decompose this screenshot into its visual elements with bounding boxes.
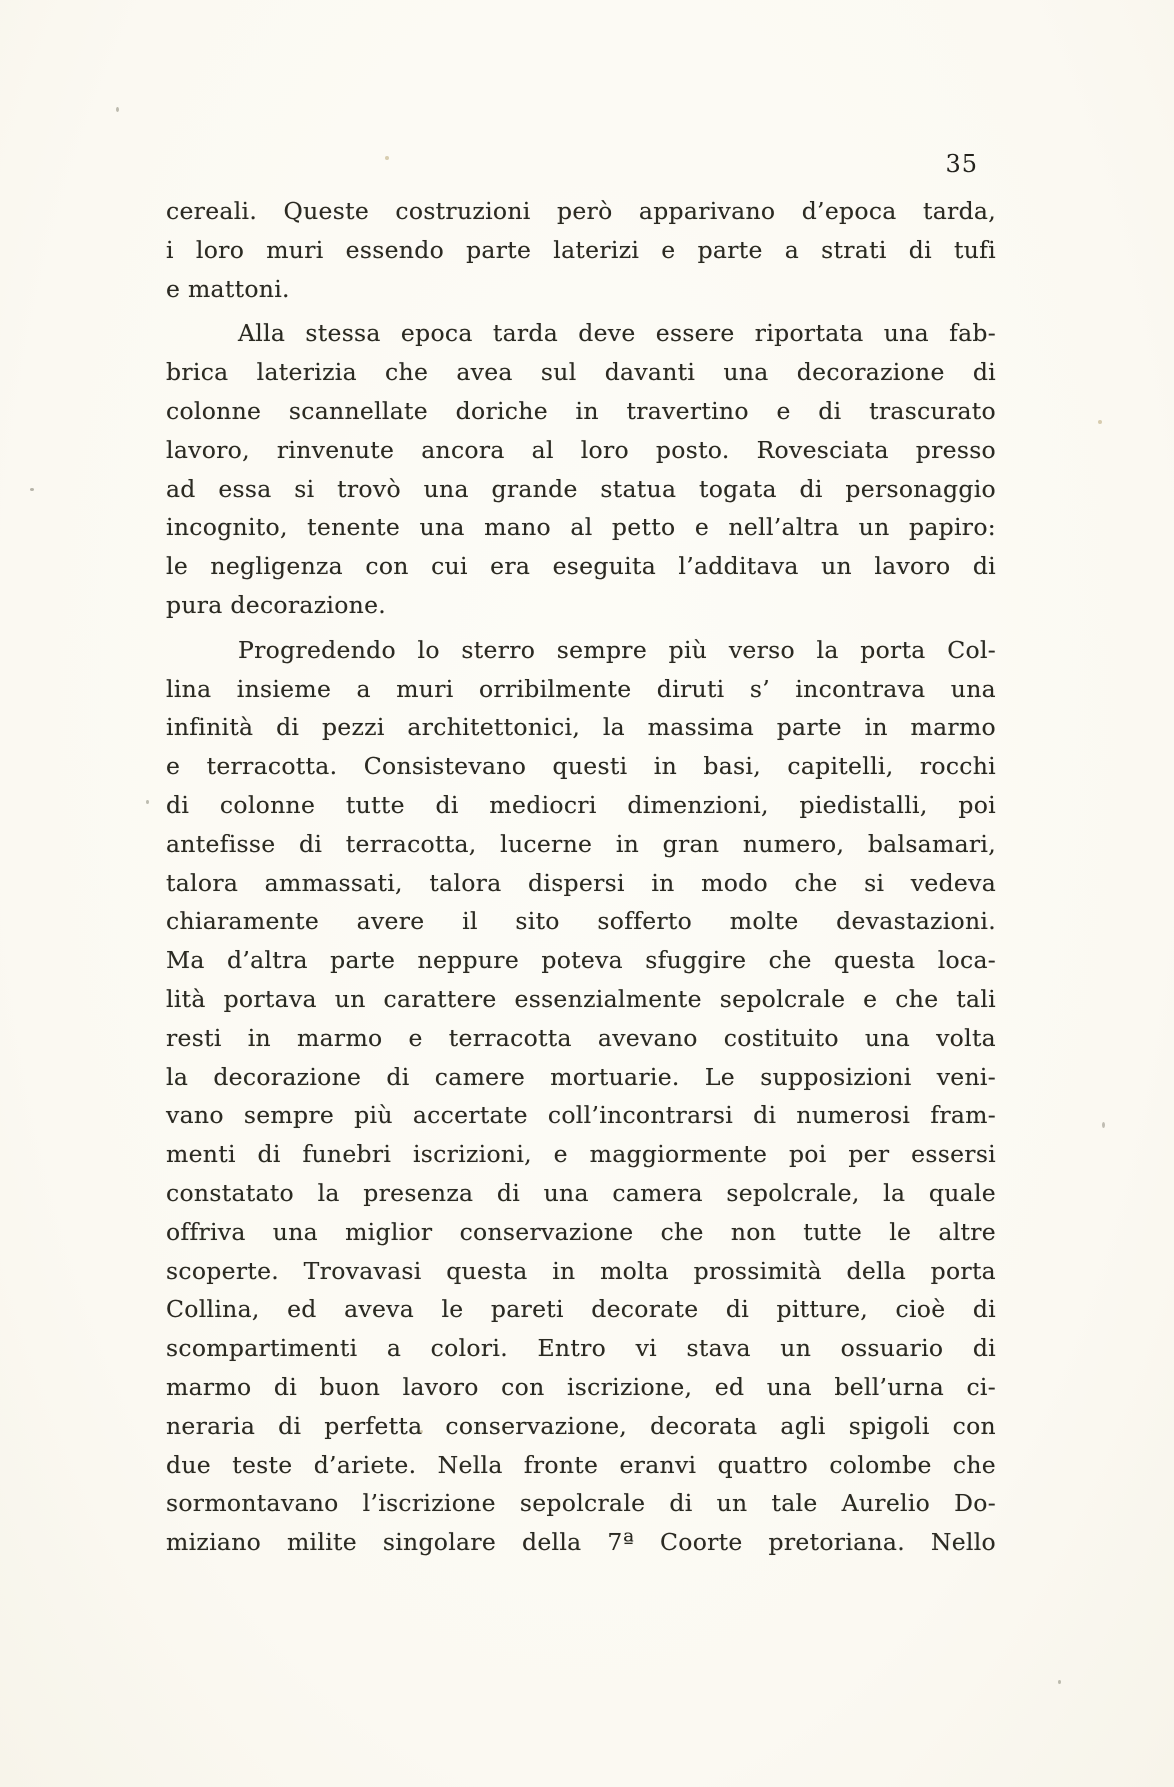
scan-speckle — [146, 800, 149, 804]
text-line: e mattoni. — [166, 274, 290, 303]
text-line: brica laterizia che avea sul davanti una decorazione di — [166, 358, 996, 387]
paragraph-3 — [166, 631, 996, 1562]
scan-speckle — [1102, 1122, 1105, 1128]
text-line: i loro muri essendo parte laterizi e parte a strati di tufi — [166, 235, 996, 264]
text-line: di colonne tutte di mediocri dimenzioni, piedistalli, poi — [166, 790, 996, 819]
page-text-block — [166, 192, 996, 1562]
text-line: lina insieme a muri orribilmente diruti s’ incontrava una — [166, 674, 996, 703]
text-line: scompartimenti a colori. Entro vi stava un ossuario di — [166, 1334, 996, 1363]
text-line: lavoro, rinvenute ancora al loro posto. Rovesciata presso — [166, 435, 996, 464]
text-line: sormontavano l’iscrizione sepolcrale di un tale Aurelio Do- — [166, 1489, 996, 1518]
scan-speckle — [116, 107, 119, 112]
text-line: Ma d’altra parte neppure poteva sfuggire che questa loca- — [166, 946, 996, 975]
text-line: Collina, ed aveva le pareti decorate di pitture, cioè di — [166, 1295, 996, 1324]
text-line: due teste d’ariete. Nella fronte eranvi quattro colombe che — [166, 1450, 996, 1479]
scan-speckle — [30, 488, 34, 491]
text-line: incognito, tenente una mano al petto e nell’altra un papiro: — [166, 513, 996, 542]
text-line: la decorazione di camere mortuarie. Le supposizioni veni- — [166, 1062, 996, 1091]
page-number: 35 — [945, 150, 978, 178]
text-line: marmo di buon lavoro con iscrizione, ed una bell’urna ci- — [166, 1372, 996, 1401]
text-line: constatato la presenza di una camera sepolcrale, la quale — [166, 1178, 996, 1207]
text-line: scoperte. Trovavasi questa in molta prossimità della porta — [166, 1256, 996, 1285]
paragraph-2 — [166, 314, 996, 624]
text-line: ad essa si trovò una grande statua togata di personaggio — [166, 474, 996, 503]
text-line: infinità di pezzi architettonici, la massima parte in marmo — [166, 713, 996, 742]
text-line: miziano milite singolare della 7ª Coorte pretoriana. Nello — [166, 1528, 996, 1557]
text-line: talora ammassati, talora dispersi in modo che si vedeva — [166, 868, 996, 897]
text-line: cereali. Queste costruzioni però apparivano d’epoca tarda, — [166, 197, 996, 225]
text-line: chiaramente avere il sito sofferto molte devastazioni. — [166, 907, 996, 936]
text-line: neraria di perfetta conservazione, decorata agli spigoli con — [166, 1411, 996, 1440]
scan-speckle — [1098, 420, 1102, 424]
text-line: resti in marmo e terracotta avevano costituito una volta — [166, 1023, 996, 1052]
text-line: lità portava un carattere essenzialmente sepolcrale e che tali — [166, 984, 996, 1013]
text-line: antefisse di terracotta, lucerne in gran numero, balsamari, — [166, 829, 996, 858]
scan-speckle — [385, 156, 389, 160]
paragraph-1 — [166, 192, 996, 308]
text-line: vano sempre più accertate coll’incontrarsi di numerosi fram- — [166, 1101, 996, 1130]
text-line: pura decorazione. — [166, 590, 387, 619]
text-line: menti di funebri iscrizioni, e maggiormente poi per essersi — [166, 1140, 996, 1169]
text-line: offriva una miglior conservazione che non tutte le altre — [166, 1217, 996, 1246]
text-line: le negligenza con cui era eseguita l’additava un lavoro di — [166, 552, 996, 581]
scan-speckle — [1058, 1680, 1061, 1684]
text-line: colonne scannellate doriche in travertino e di trascurato — [166, 396, 996, 425]
text-line: e terracotta. Consistevano questi in basi, capitelli, rocchi — [166, 752, 996, 781]
text-line: Progredendo lo sterro sempre più verso la porta Col- — [238, 635, 996, 664]
text-line: Alla stessa epoca tarda deve essere riportata una fab- — [238, 319, 996, 348]
